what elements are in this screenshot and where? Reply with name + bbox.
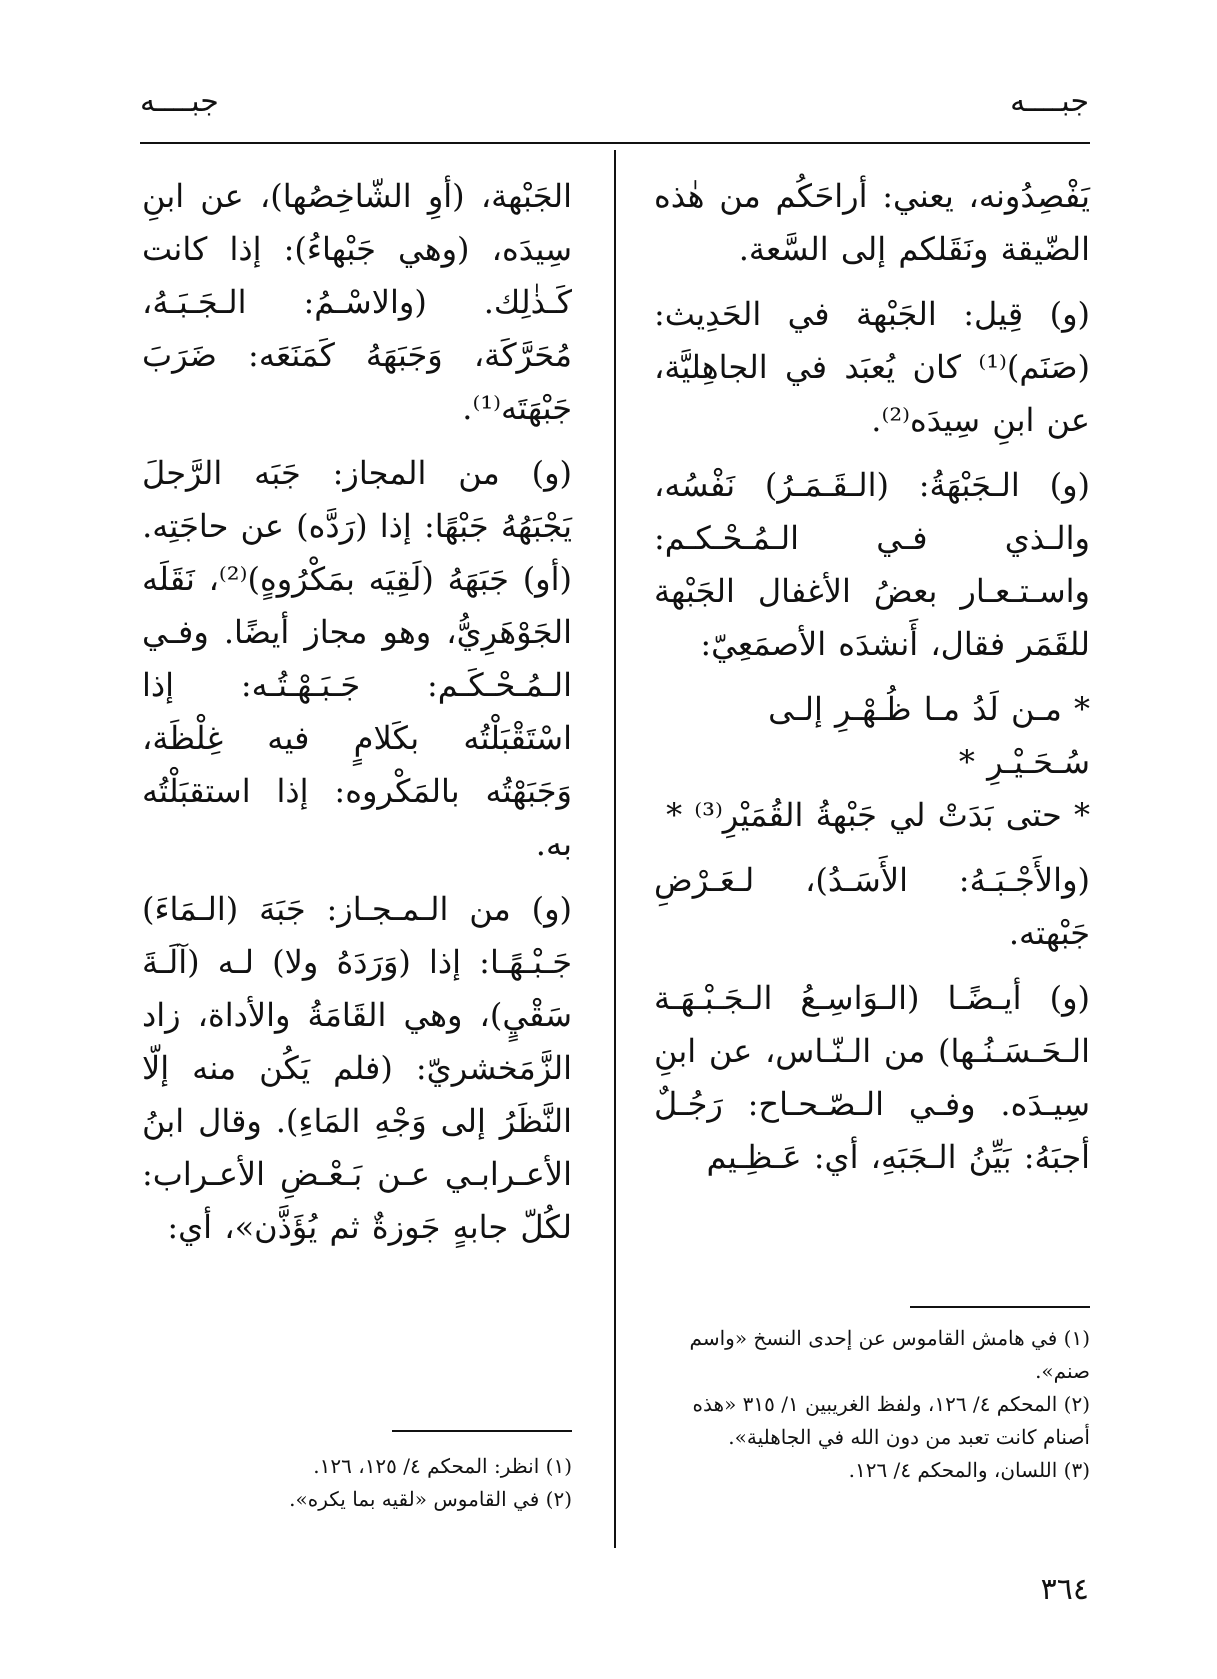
paragraph: (و) قِيل: الجَبْهة في الحَدِيث: (صَنَم)⁽¹⁾ كان يُعبَد في الجاهِليَّة، عن ابنِ سِيدَه⁽²⁾.: [654, 295, 1090, 439]
footnote: (٣) اللسان، والمحكم ٤/ ١٢٦.: [848, 1458, 1090, 1482]
right-column: [654, 170, 1090, 1196]
paragraph: (و) أيـضًـا (الـوَاسِـعُ الـجَـبْـهَـة الـحَـسَـنُـها) من الـنّـاس، عن ابنِ سِيـدَه. وفـي الـصّـحـاح: رَجُـلٌ أجبَهُ: بَيِّنُ الـجَبَهِ، أي: عَـظِـيم: [654, 979, 1090, 1176]
paragraph: (و) الـجَبْهَةُ: (الـقَـمَـرُ) نَفْسُه، والـذي فـي الـمُـحْـكـم: واسـتـعـار بعضُ الأغفال الجَبْهة للقَمَر فقال، أَنشدَه الأصمَعِيّ:: [654, 466, 1090, 663]
header-rule: [140, 142, 1090, 144]
paragraph: (والأَجْـبَـهُ: الأَسَـدُ)، لـعَـرْضِ جَبْهته.: [654, 861, 1090, 952]
paragraph: يَفْصِدُونه، يعني: أراحَكُم من هٰذه الضّيقة ونَقَلكم إلى السَّعة.: [654, 177, 1090, 268]
paragraph: (و) من الـمـجـاز: جَبَهَ (الـمَاءَ) جَـبْـهًـا: إذا (وَرَدَهُ ولا) لـه (آلَـةَ سَقْيٍ)، وهي القَامَةُ والأداة، زاد الزَّمَخشريّ: (فلم يَكُن منه إلّا النَّظَرُ إلى وَجْهِ المَاءِ). وقال ابنُ الأعـرابـي عـن بَـعْـضِ الأعـراب: لكُلّ جابهٍ جَوزةٌ ثم يُؤَذَّن»، أي:: [142, 890, 572, 1246]
footnotes-left: [142, 1450, 572, 1516]
verse-line: * حتى بَدَتْ لي جَبْهةُ القُمَيْرِ⁽³⁾ *: [666, 796, 1090, 834]
running-header-left: جبــــه: [140, 84, 219, 119]
footnote-rule-left: [392, 1430, 572, 1432]
footnote: (٢) في القاموس «لقيه بما يكره».: [289, 1487, 572, 1511]
footnote: (١) انظر: المحكم ٤/ ١٢٥، ١٢٦.: [313, 1454, 572, 1478]
footnote-rule-right: [910, 1306, 1090, 1308]
paragraph: (و) من المجاز: جَبَه الرَّجلَ يَجْبَهُهُ جَبْهًا: إذا (رَدَّه) عن حاجَتِه.: [142, 454, 572, 545]
footnote: (٢) المحكم ٤/ ١٢٦، ولفظ الغريبين ١/ ٣١٥ «هذه أصنام كانت تعبد من دون الله في الجاهلية».: [692, 1392, 1090, 1449]
paragraph: (أو) جَبَهَهُ (لَقِيَه بمَكْرُوهٍ)⁽²⁾، نَقَلَه الجَوْهَرِيُّ، وهو مجاز أيضًا. وفـي الـمُـحْـكَـم: جَـبَـهْـتُـه: إذا اسْتَقْبَلْتُه بكَلامٍ فيه غِلْظَة، وَجَبَهْتُه بالمَكْروه: إذا استقبَلْتُه به.: [142, 560, 573, 863]
footnote: (١) في هامش القاموس عن إحدى النسخ «واسم صنم».: [689, 1326, 1090, 1383]
verse-line: * مـن لَدُ مـا ظُـهْـرِ إلـى سُـحَـيْـرِ *: [768, 690, 1090, 781]
left-column: [142, 170, 572, 1266]
paragraph: الجَبْهة، (أوِ الشّاخِصُها)، عن ابنِ سِيدَه، (وهي جَبْهاءُ): إذا كانت كَـذٰلِك. (والاسْـمُ: الـجَـبَـهُ، مُحَرَّكَة، وَجَبَهَهُ كَمَنَعَه: ضَرَبَ جَبْهَتَه⁽¹⁾.: [142, 177, 572, 427]
column-separator: [614, 150, 616, 1548]
page-number: ٣٦٤: [1040, 1572, 1089, 1607]
running-header-right: جبــــه: [1010, 84, 1089, 119]
footnotes-right: [654, 1322, 1090, 1487]
